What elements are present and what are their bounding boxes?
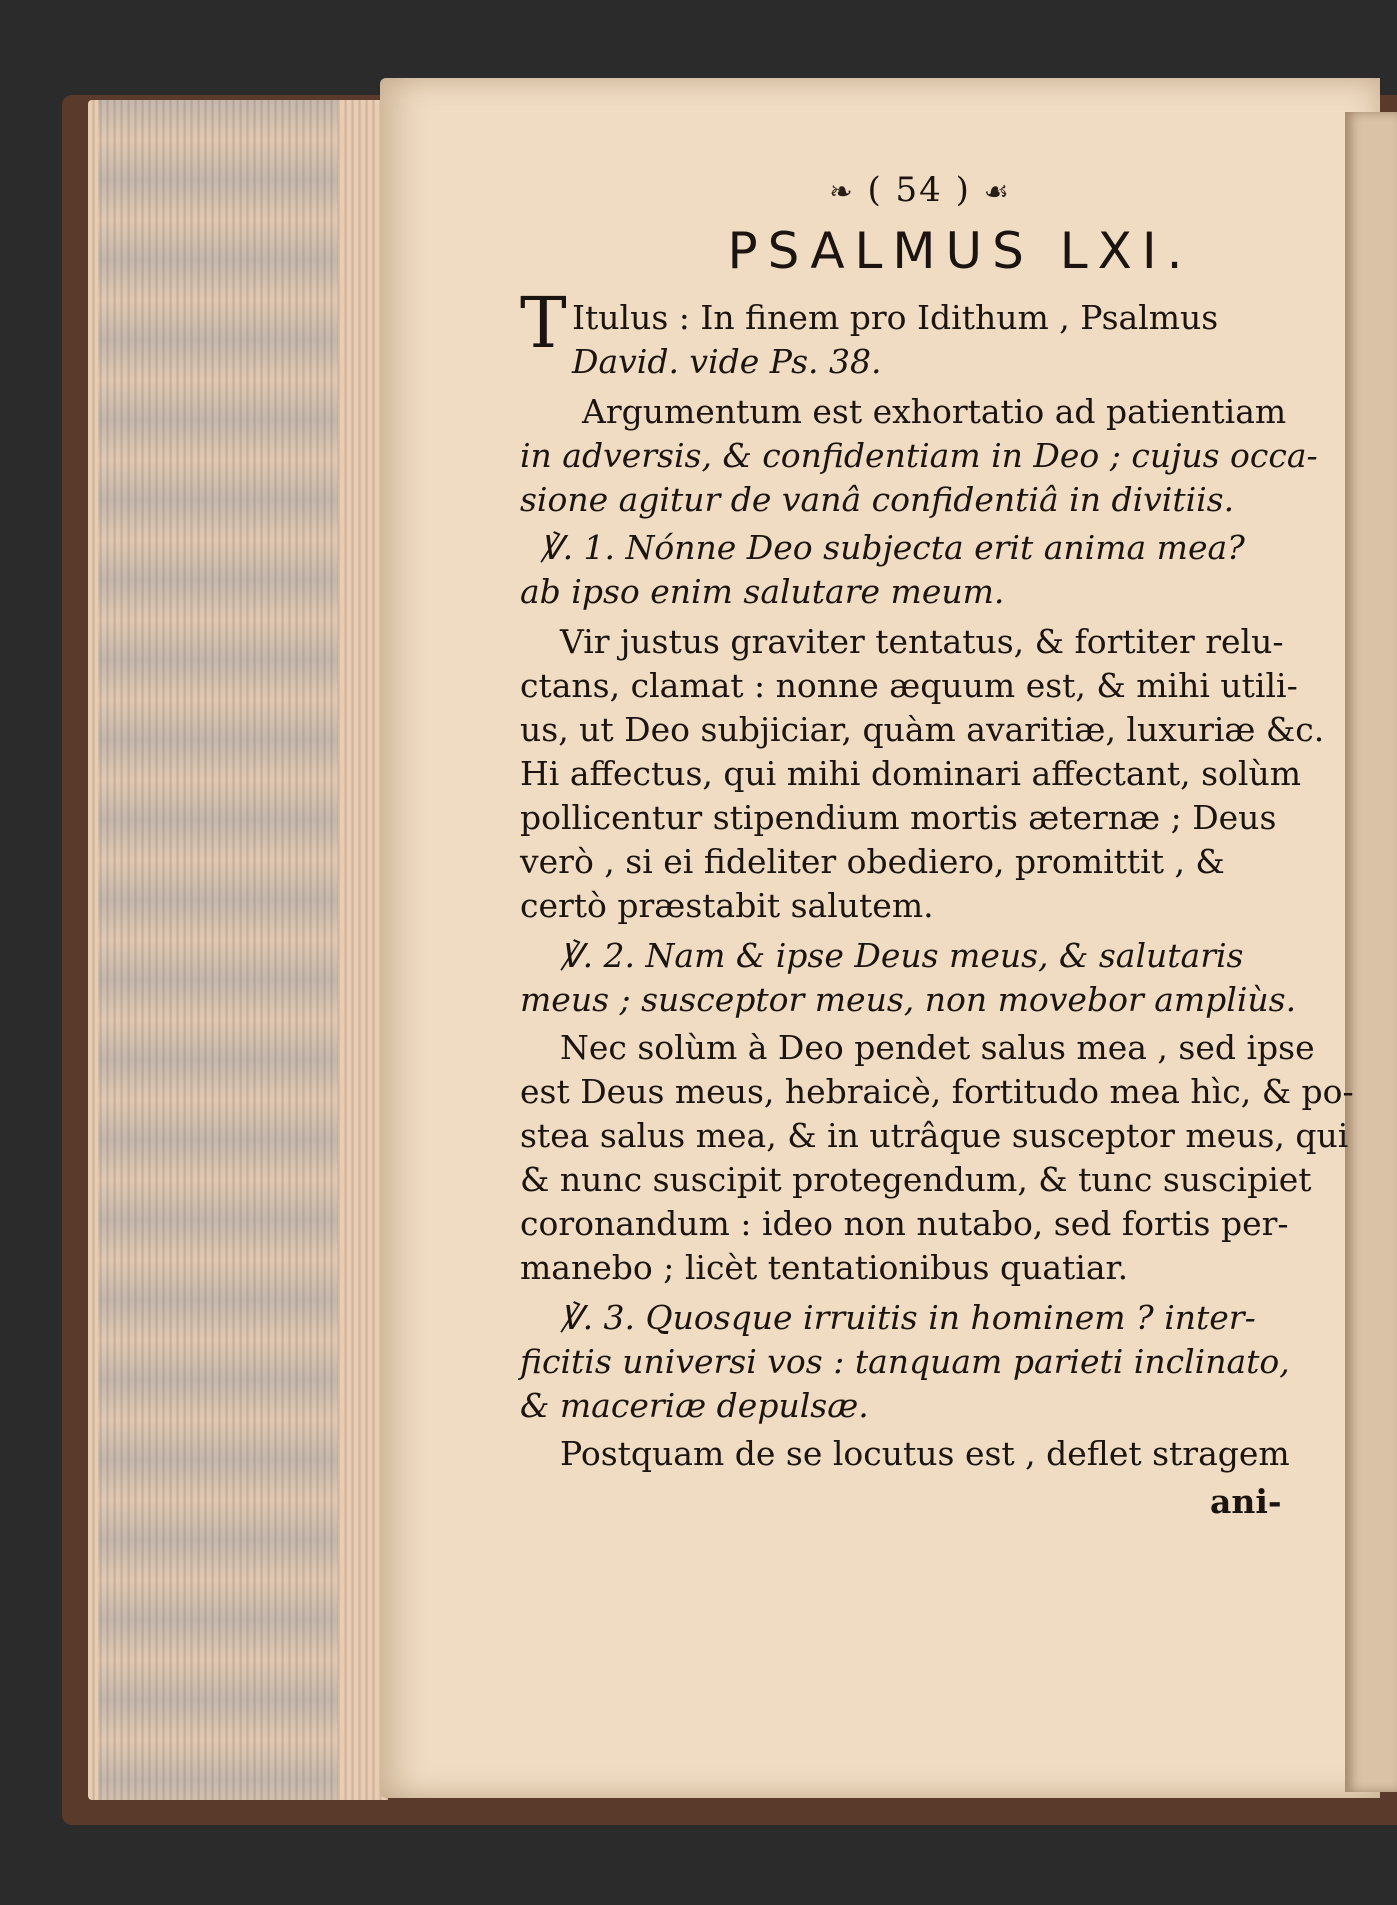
text-line: Hi affectus, qui mihi dominari affectant, solùm (520, 754, 1301, 793)
text-line: David. vide Ps. 38. (572, 342, 882, 381)
text-line: manebo ; licèt tentationibus quatiar. (520, 1248, 1129, 1287)
text-line: Argumentum est exhortatio ad patientiam (582, 392, 1287, 431)
facing-page-edge (1345, 112, 1397, 1792)
page-edges (88, 100, 388, 1800)
catchword: ani- (1210, 1482, 1282, 1521)
verse-line: ab ipso enim salutare meum. (520, 572, 1005, 611)
text-line: Vir justus graviter tentatus, & fortiter relu- (560, 622, 1284, 661)
text-line: coronandum : ideo non nutabo, sed fortis per- (520, 1204, 1289, 1243)
text-line: Postquam de se locutus est , deflet stragem (560, 1434, 1290, 1473)
verse-line: ℣. 1. Nónne Deo subjecta erit anima mea? (540, 528, 1245, 567)
text-line: ctans, clamat : nonne æquum est, & mihi utili- (520, 666, 1298, 705)
text-line: Itulus : In finem pro Idithum , Psalmus (572, 298, 1219, 337)
text-line: certò præstabit salutem. (520, 886, 934, 925)
left-ornament-icon: ❧ (829, 175, 855, 208)
text-line: & nunc suscipit protegendum, & tunc suscipiet (520, 1160, 1312, 1199)
verse-line: & maceriæ depulsæ. (520, 1386, 869, 1425)
text-line: est Deus meus, hebraicè, fortitudo mea hìc, & po- (520, 1072, 1354, 1111)
psalm-title: PSALMUS LXI. (727, 222, 1193, 280)
drop-cap: T (520, 282, 567, 364)
text-line: verò , si ei fideliter obediero, promittit , & (520, 842, 1225, 881)
verse-line: ℣. 3. Quosque irruitis in hominem ? inter- (560, 1298, 1256, 1337)
right-ornament-icon: ☙ (983, 175, 1011, 208)
page-number (770, 170, 1070, 210)
page-number-text: ( 54 ) (867, 170, 971, 210)
text-line: in adversis, & confidentiam in Deo ; cujus occa- (520, 436, 1318, 475)
text-line: Nec solùm à Deo pendet salus mea , sed ipse (560, 1028, 1315, 1067)
verse-line: meus ; susceptor meus, non movebor ampliùs. (520, 980, 1297, 1019)
verse-line: ℣. 2. Nam & ipse Deus meus, & salutaris (560, 936, 1244, 975)
text-line: stea salus mea, & in utrâque susceptor meus, qui (520, 1116, 1349, 1155)
text-line: pollicentur stipendium mortis æternæ ; Deus (520, 798, 1277, 837)
text-line: sione agitur de vanâ confidentiâ in divitiis. (520, 480, 1235, 519)
text-line: us, ut Deo subjiciar, quàm avaritiæ, luxuriæ &c. (520, 710, 1325, 749)
verse-line: ficitis universi vos : tanquam parieti inclinato, (520, 1342, 1290, 1381)
